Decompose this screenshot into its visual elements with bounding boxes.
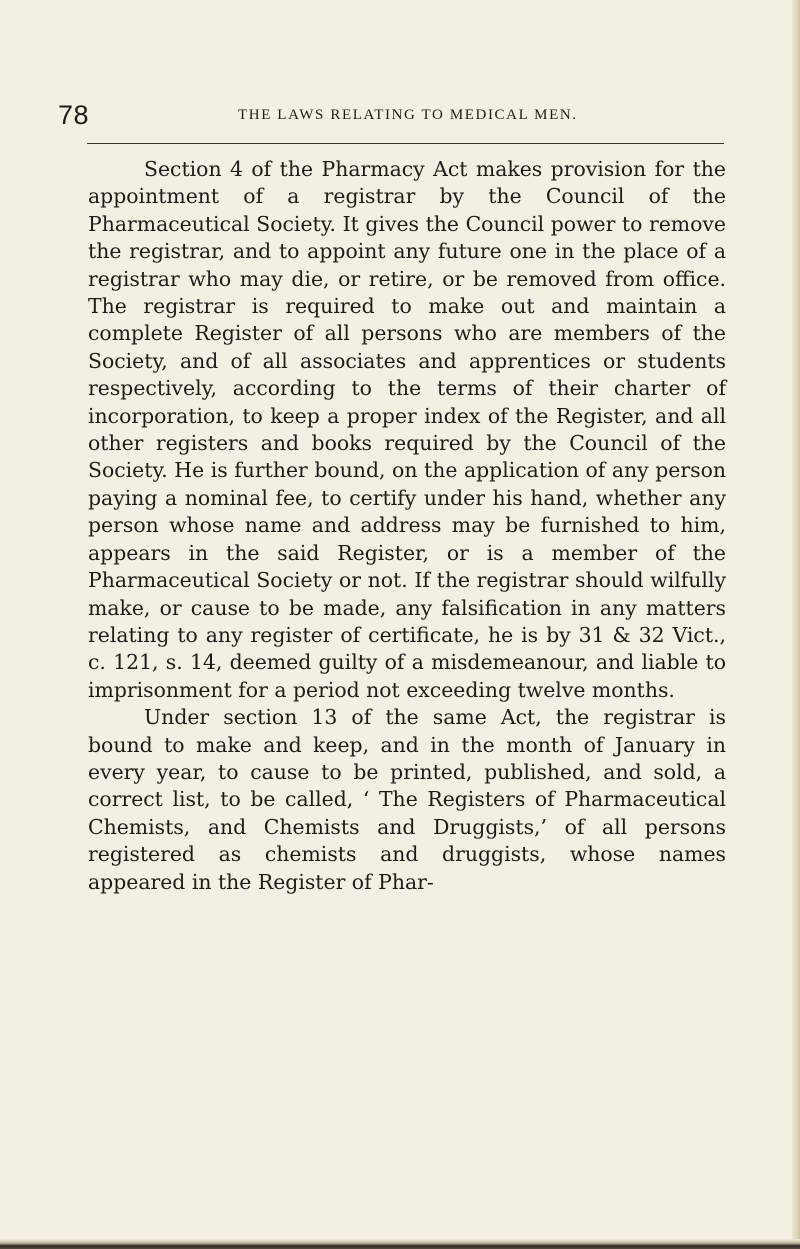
header-rule <box>87 143 724 144</box>
running-header <box>58 98 724 138</box>
body-text <box>88 156 726 896</box>
paragraph: Under section 13 of the same Act, the registrar is bound to make and keep, and in the month of January in every year, to cause to be printed, published, and sold, a correct list, to be called, ‘ The Registers of Pharmaceutical Chemists, and Chemists and Druggists,’ of all persons registered as chemists and druggists, whose names appeared in the Register of Phar- <box>88 705 726 894</box>
running-title: THE LAWS RELATING TO MEDICAL MEN. <box>238 107 578 123</box>
paragraph: Section 4 of the Pharmacy Act makes provision for the appointment of a registrar by the Council of the Pharmaceutical Society. It gives the Council power to remove the registrar, and to appoint any future one in the place of a registrar who may die, or retire, or be removed from office. The registrar is required to make out and maintain a complete Register of all persons who are members of the Society, and of all associates and apprentices or students respectively, according to the terms of their charter of incorporation, to keep a proper index of the Register, and all other registers and books required by the Council of the Society. He is further bound, on the application of any person paying a nominal fee, to certify under his hand, whether any person whose name and address may be furnished to him, appears in the said Register, or is a member of the Pharmaceutical Society or not. If the registrar should wilfully make, or cause to be made, any falsification in any matters relating to any register of certificate, he is by 31 & 32 Vict., c. 121, s. 14, deemed guilty of a misdemeanour, and liable to imprisonment for a period not exceeding twelve months. <box>88 157 726 702</box>
page-number: 78 <box>58 100 90 130</box>
page-bottom-edge <box>0 1239 800 1249</box>
page-edge <box>792 0 800 1249</box>
